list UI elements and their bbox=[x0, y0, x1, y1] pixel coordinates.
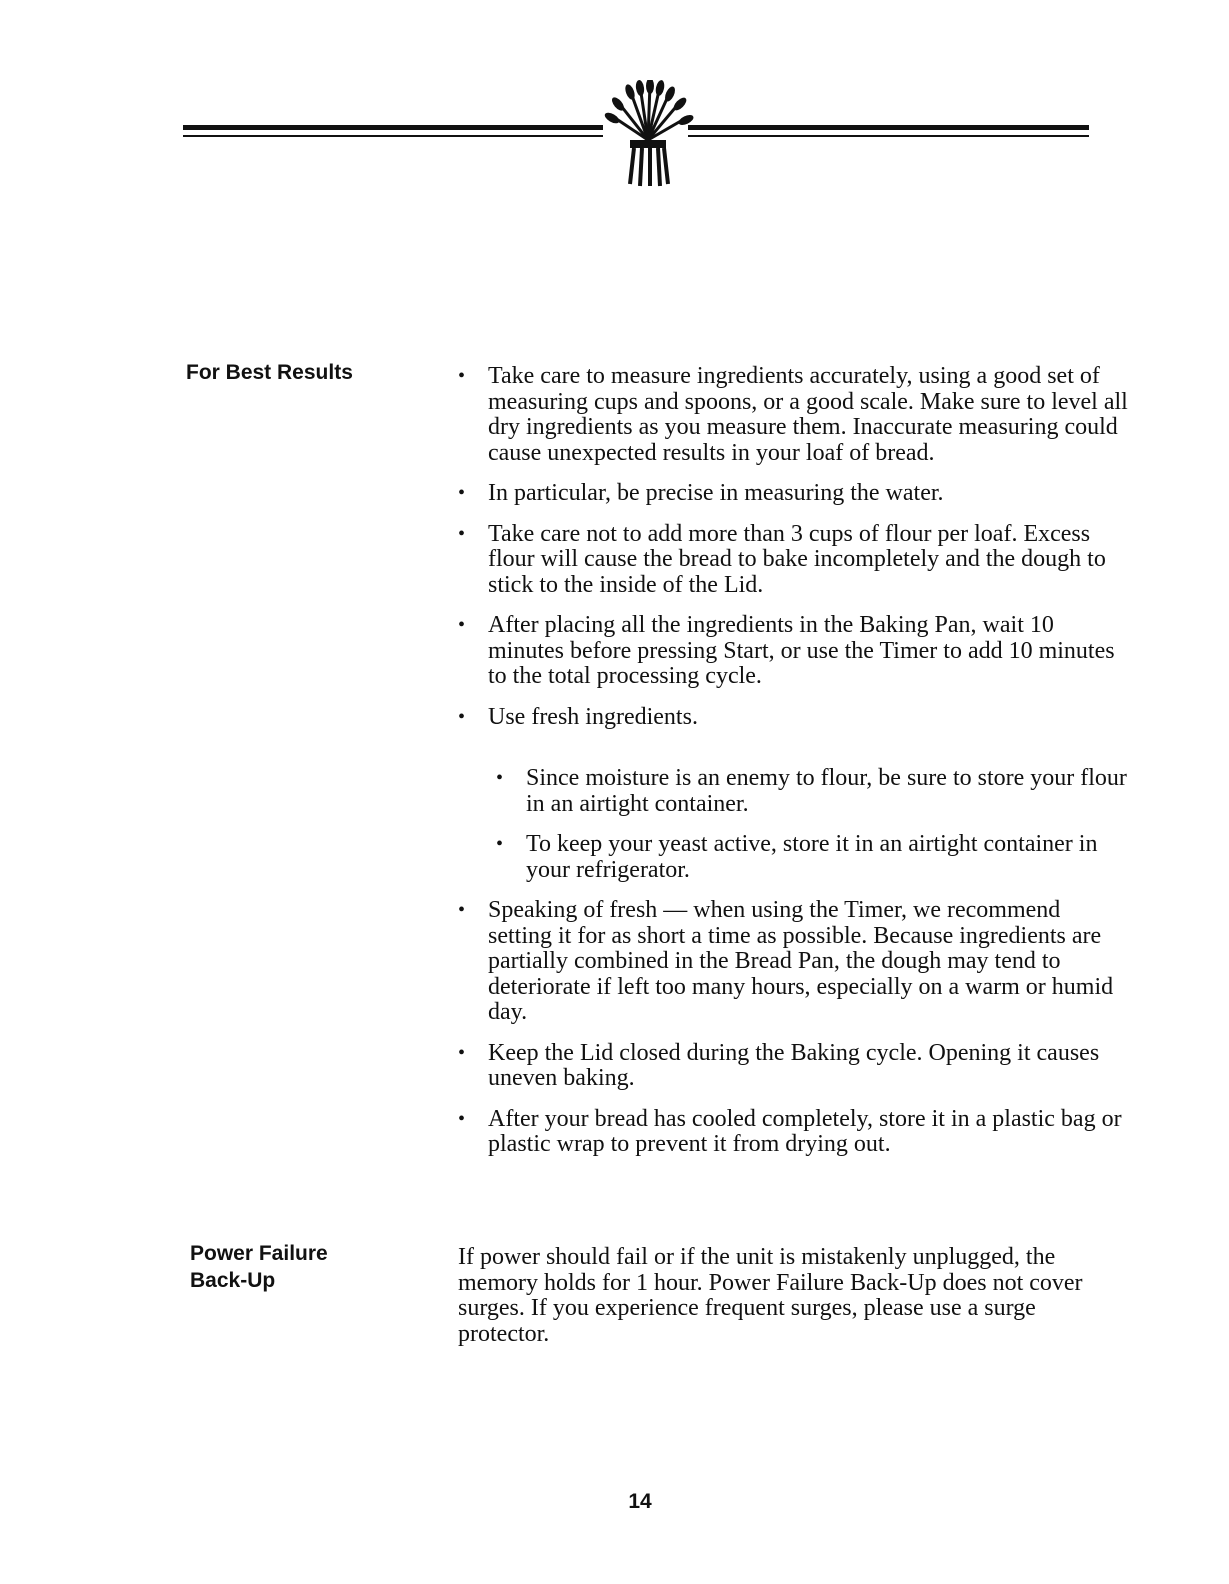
list-item: • After your bread has cooled completely, store it in a plastic bag or plastic wrap to prevent it from drying out. bbox=[458, 1105, 1122, 1157]
bullet-dot-icon: • bbox=[458, 365, 466, 387]
list-item: • Take care to measure ingredients accurately, using a good set of measuring cups and spoons, or a good scale. Make sure to level all dry ingredients as you measure them. Inaccurate measuring could cause unexpected results in your loaf of bread. bbox=[458, 363, 1128, 466]
heading-power-failure-line1: Power Failure bbox=[190, 1242, 328, 1265]
heading-for-best-results: For Best Results bbox=[186, 361, 353, 384]
page-number: 14 bbox=[628, 1490, 652, 1513]
list-item: • Take care not to add more than 3 cups of flour per loaf. Excess flour will cause the bread to bake incompletely and the dough to stick to the inside of the Lid. bbox=[458, 520, 1106, 598]
sub-list-item: • To keep your yeast active, store it in an airtight container in your refrigerator. bbox=[496, 831, 1098, 883]
header-rule-left-thin bbox=[183, 135, 603, 137]
list-item: • Speaking of fresh — when using the Timer, we recommend setting it for as short a time as possible. Because ingredients are partially combined in the Bread Pan, the dough may tend to deteriorate if left too many hours, especially on a warm or humid day. bbox=[458, 897, 1114, 1025]
bullet-dot-icon: • bbox=[458, 614, 466, 636]
power-failure-text: If power should fail or if the unit is mistakenly unplugged, the memory holds for 1 hour. Power Failure Back-Up does not cover surges. If you experience frequent surges, please use a surge protector. bbox=[458, 1244, 1083, 1347]
bullet-dot-icon: • bbox=[458, 1107, 466, 1130]
heading-power-failure bbox=[190, 1240, 328, 1294]
header-rule-right-thin bbox=[688, 135, 1089, 137]
heading-power-failure-line2: Back-Up bbox=[190, 1269, 276, 1292]
bullet-dot-icon: • bbox=[458, 705, 466, 728]
bullet-dot-icon: • bbox=[458, 1041, 466, 1064]
bullet-dot-icon: • bbox=[496, 767, 504, 789]
list-item: • After placing all the ingredients in the Baking Pan, wait 10 minutes before pressing Start, or use the Timer to add 10 minutes to the total processing cycle. bbox=[458, 612, 1115, 689]
fresh-ingredients-sublist bbox=[496, 766, 1128, 883]
bullet-dot-icon: • bbox=[496, 833, 504, 855]
header-rule-right-thick bbox=[688, 125, 1089, 130]
best-results-list bbox=[458, 364, 1128, 1173]
list-item: • Keep the Lid closed during the Baking cycle. Opening it causes uneven baking. bbox=[458, 1039, 1100, 1091]
header-rule-left-thick bbox=[183, 125, 603, 130]
bullet-dot-icon: • bbox=[458, 522, 466, 545]
bullet-dot-icon: • bbox=[458, 899, 466, 921]
list-item: • In particular, be precise in measuring the water. bbox=[458, 480, 944, 506]
sub-list-item: • Since moisture is an enemy to flour, be sure to store your flour in an airtight container. bbox=[496, 765, 1127, 817]
wheat-sheaf-icon bbox=[600, 80, 696, 188]
bullet-dot-icon: • bbox=[458, 482, 466, 504]
list-item: • Use fresh ingredients. • Since moisture is an enemy to flour, be sure to store your flour in an airtight container. • To keep your yeast active, store it in an airtight container in your refrigerator. bbox=[458, 703, 1127, 883]
